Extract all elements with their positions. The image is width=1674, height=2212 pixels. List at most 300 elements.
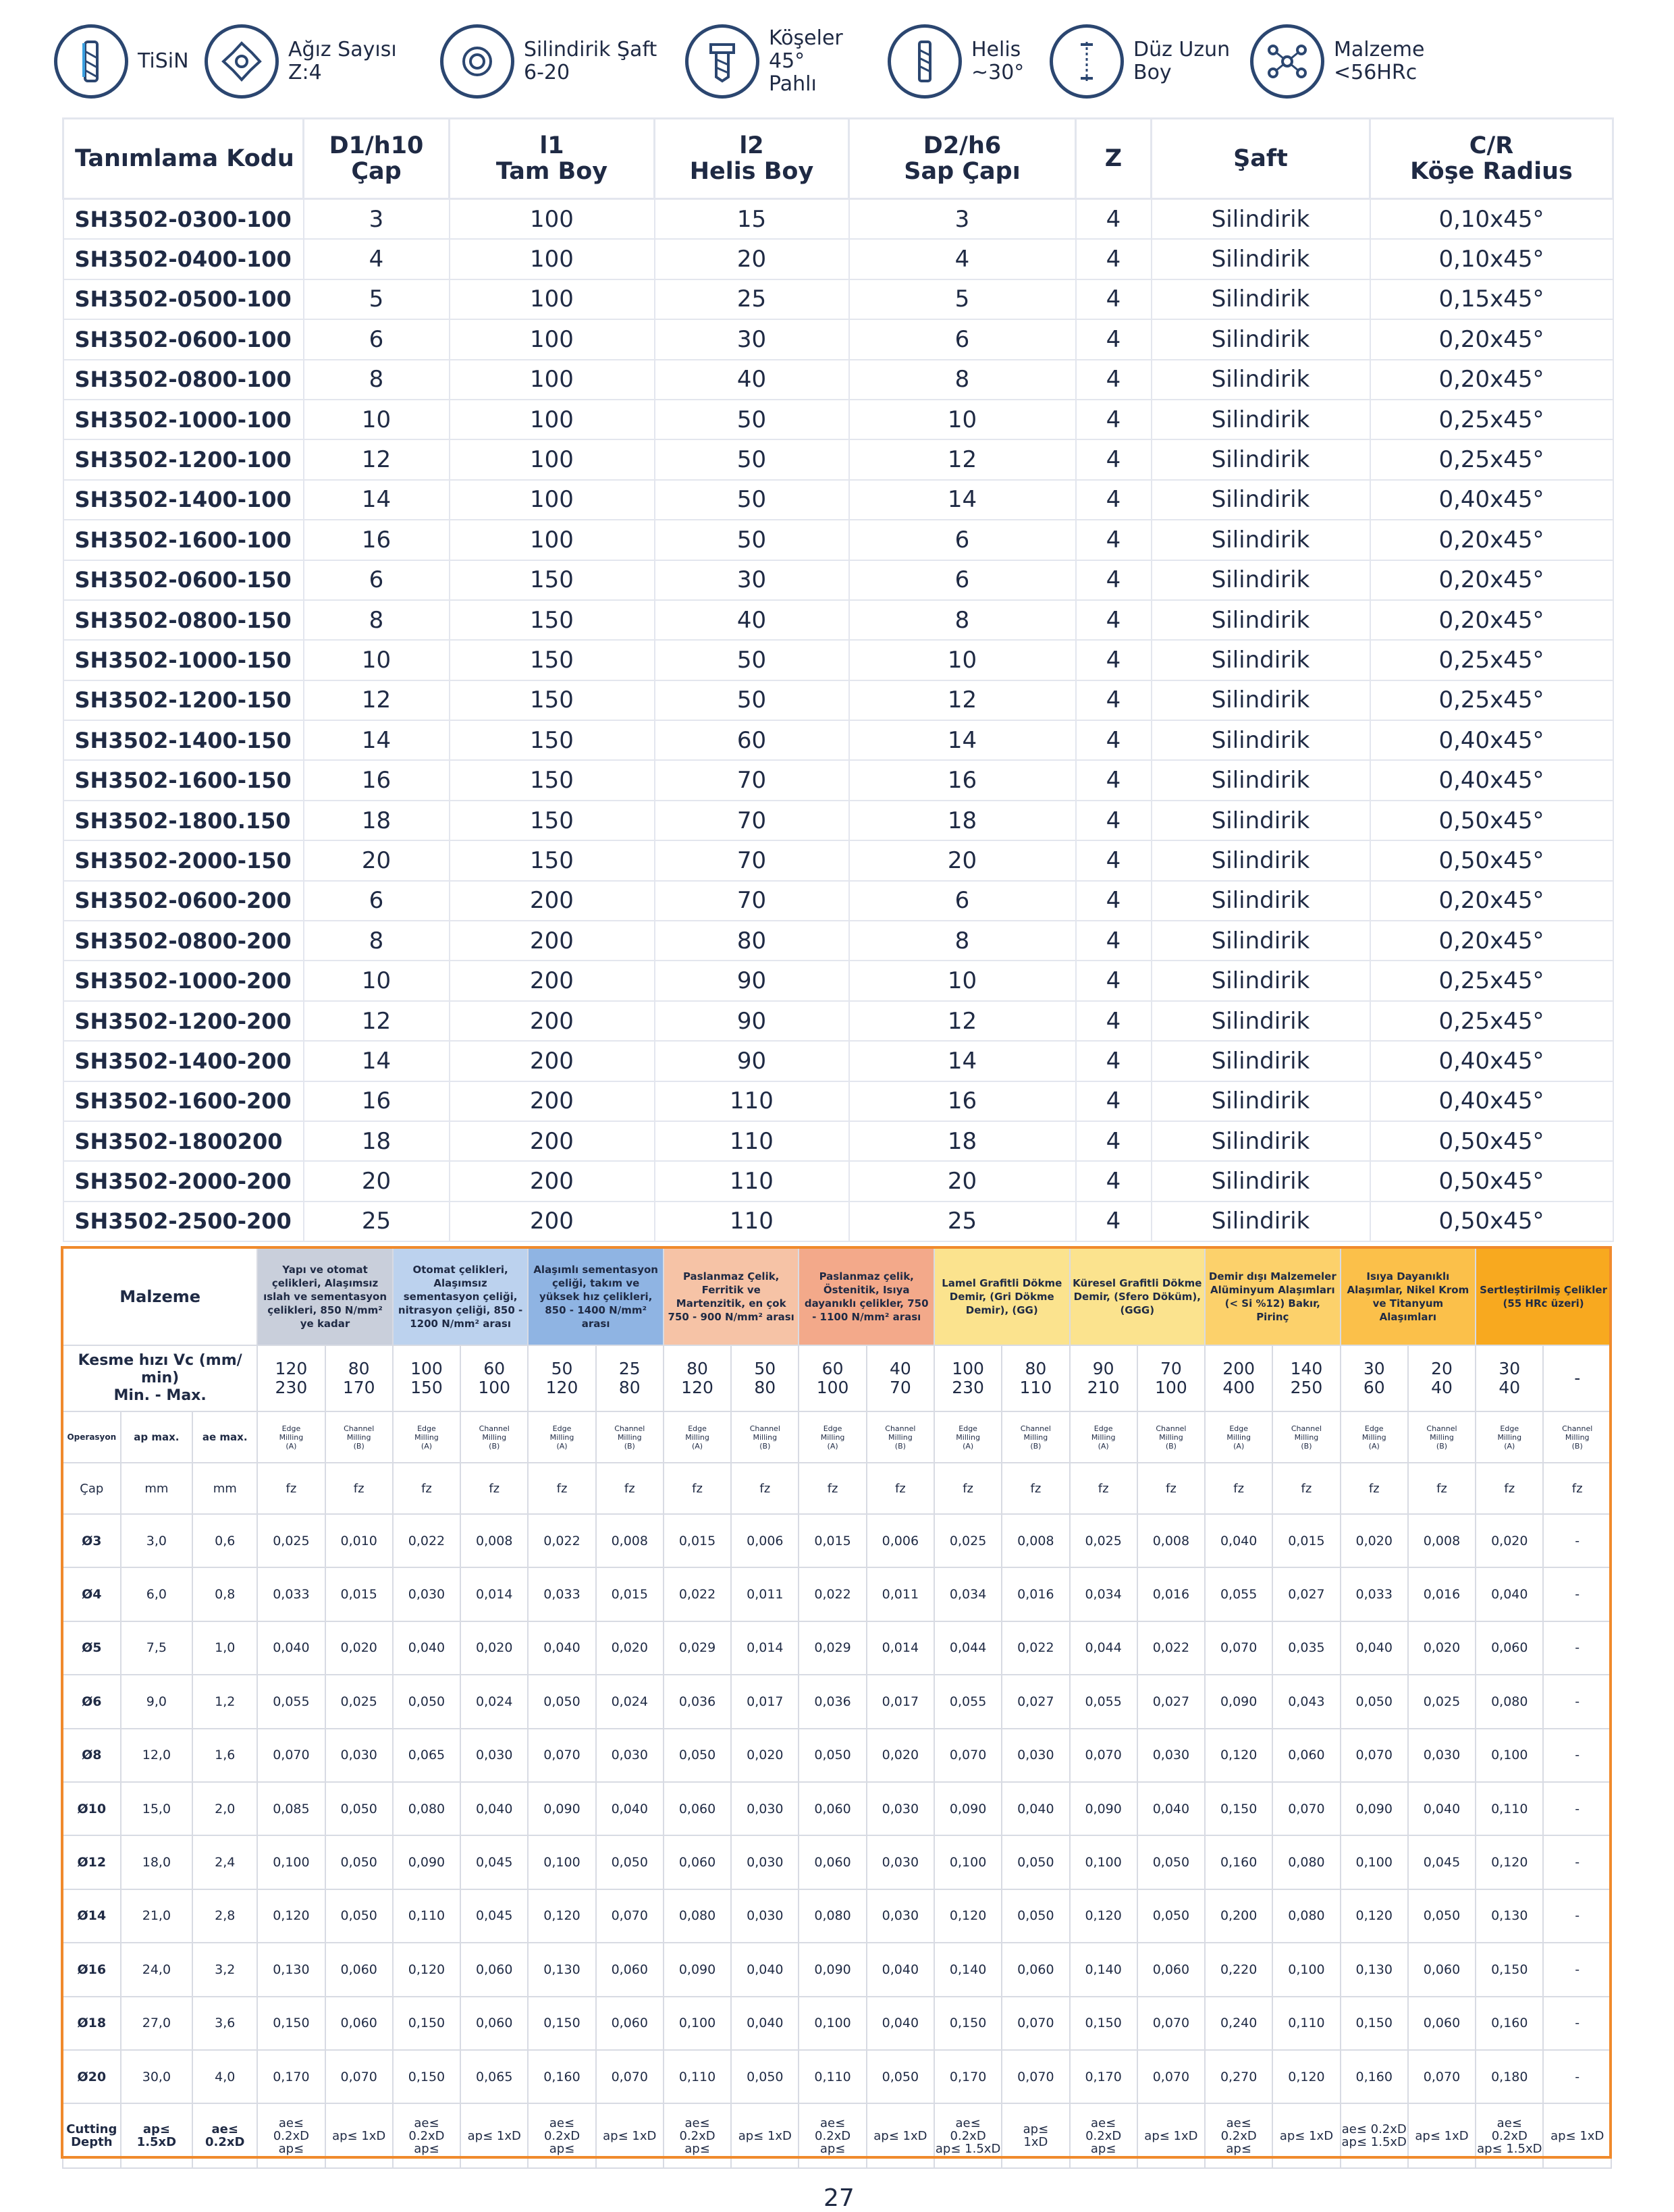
spec-cell: 20: [849, 1161, 1076, 1201]
spec-cell: 4: [849, 239, 1076, 279]
product-code: SH3502-0800-200: [63, 921, 304, 961]
spec-cell: 100: [450, 239, 655, 279]
spec-cell: 14: [849, 1041, 1076, 1081]
spec-cell: 4: [1076, 1121, 1152, 1161]
feed-cell: 0,090: [1070, 1782, 1137, 1835]
feed-cell: 0,036: [664, 1675, 731, 1728]
spec-cell: 10: [849, 640, 1076, 680]
feed-cell: -: [1543, 1835, 1611, 1889]
cutting-depth-label: Cutting Depth: [63, 2103, 121, 2168]
feed-cell: -: [1543, 1675, 1611, 1728]
feed-cell: 0,090: [799, 1943, 866, 1996]
cutting-depth-value: ap≤ 1xD: [1408, 2103, 1476, 2168]
operation-label: ap max.: [121, 1411, 193, 1463]
product-code: SH3502-1000-100: [63, 400, 304, 439]
spec-cell: 0,50x45°: [1370, 840, 1613, 880]
spec-cell: 0,25x45°: [1370, 439, 1613, 479]
spec-cell: 70: [655, 840, 849, 880]
feed-cell: 0,008: [1002, 1514, 1069, 1567]
fz-label: fz: [393, 1463, 460, 1514]
cutting-depth-value: ap≤ 1xD: [325, 2103, 393, 2168]
feed-cell: 0,110: [799, 2050, 866, 2103]
feature-label: TiSiN: [138, 49, 189, 73]
feed-cell: 0,040: [1341, 1621, 1408, 1675]
cutting-speed-value: 140 250: [1272, 1345, 1340, 1411]
feed-cell: 0,027: [1002, 1675, 1069, 1728]
product-code: SH3502-0800-100: [63, 360, 304, 400]
spec-cell: 40: [655, 360, 849, 400]
feature-flutes: [205, 18, 397, 105]
feed-cell: 0,060: [596, 1943, 664, 1996]
feed-cell: 0,036: [799, 1675, 866, 1728]
feed-cell: 0,100: [257, 1835, 325, 1889]
diameter-cell: Ø3: [63, 1514, 121, 1567]
feed-cell: 0,022: [1002, 1621, 1069, 1675]
spec-cell: Silindirik: [1152, 279, 1370, 319]
spec-cell: 70: [655, 760, 849, 800]
table-row: [63, 279, 1613, 319]
product-code: SH3502-1400-150: [63, 720, 304, 760]
unit-label: mm: [192, 1463, 257, 1514]
operation-type: Edge Milling (A): [799, 1411, 866, 1463]
feed-cell: 1,6: [192, 1729, 257, 1782]
cutting-speed-value: 80 110: [1002, 1345, 1069, 1411]
spec-cell: 100: [450, 360, 655, 400]
spec-cell: 30: [655, 319, 849, 359]
feed-cell: 0,120: [393, 1943, 460, 1996]
feed-cell: 0,010: [325, 1514, 393, 1567]
cutting-speed-value: 30 40: [1476, 1345, 1543, 1411]
feed-cell: 0,030: [731, 1782, 799, 1835]
diameter-cell: Ø10: [63, 1782, 121, 1835]
spec-cell: 80: [655, 921, 849, 961]
feed-cell: 0,070: [325, 2050, 393, 2103]
feed-cell: 0,160: [1476, 1997, 1543, 2050]
feed-cell: 18,0: [121, 1835, 193, 1889]
product-code: SH3502-1000-200: [63, 961, 304, 1000]
operation-type: Edge Milling (A): [664, 1411, 731, 1463]
feed-cell: 0,200: [1205, 1889, 1272, 1943]
spec-cell: 100: [450, 199, 655, 240]
feed-cell: 9,0: [121, 1675, 193, 1728]
table-row: [63, 961, 1613, 1000]
spec-cell: 16: [304, 1081, 450, 1121]
feed-cell: 0,022: [799, 1567, 866, 1621]
feed-cell: 0,100: [1070, 1835, 1137, 1889]
feed-cell: 0,085: [257, 1782, 325, 1835]
spec-cell: 20: [304, 840, 450, 880]
feed-cell: 0,050: [1137, 1835, 1205, 1889]
cutting-speed-value: 100 230: [934, 1345, 1002, 1411]
spec-cell: Silindirik: [1152, 1001, 1370, 1041]
table-row: [63, 680, 1613, 720]
table-row: [63, 801, 1613, 840]
diameter-cell: Ø12: [63, 1835, 121, 1889]
spec-cell: 10: [849, 400, 1076, 439]
feed-cell: 0,8: [192, 1567, 257, 1621]
feed-cell: 0,130: [528, 1943, 595, 1996]
cutting-depth-value: ap≤ 1xD: [460, 2103, 528, 2168]
spec-cell: Silindirik: [1152, 199, 1370, 240]
feed-cell: 0,070: [257, 1729, 325, 1782]
feed-cell: 0,015: [596, 1567, 664, 1621]
feed-cell: 0,070: [1272, 1782, 1340, 1835]
feed-cell: 0,060: [799, 1835, 866, 1889]
feed-cell: 0,070: [1341, 1729, 1408, 1782]
feed-cell: 0,160: [528, 2050, 595, 2103]
spec-cell: 8: [304, 600, 450, 640]
feed-cell: 0,033: [528, 1567, 595, 1621]
operation-type: Channel Milling (B): [1408, 1411, 1476, 1463]
feed-cell: 0,040: [596, 1782, 664, 1835]
fz-label: fz: [528, 1463, 595, 1514]
spec-cell: 16: [304, 760, 450, 800]
spec-cell: 0,20x45°: [1370, 360, 1613, 400]
fz-label: fz: [596, 1463, 664, 1514]
feed-cell: 0,140: [1070, 1943, 1137, 1996]
product-code: SH3502-0400-100: [63, 239, 304, 279]
feed-cell: 0,008: [1408, 1514, 1476, 1567]
spec-cell: 200: [450, 1121, 655, 1161]
feed-cell: 0,120: [257, 1889, 325, 1943]
operation-type: Edge Milling (A): [934, 1411, 1002, 1463]
feed-cell: 0,060: [664, 1835, 731, 1889]
material-icon: [1250, 24, 1324, 99]
spec-cell: 200: [450, 1001, 655, 1041]
spec-cell: 12: [304, 439, 450, 479]
feed-cell: 0,045: [1408, 1835, 1476, 1889]
table-row: [63, 439, 1613, 479]
spec-cell: Silindirik: [1152, 1081, 1370, 1121]
feature-material: [1250, 18, 1425, 105]
operation-type: Channel Milling (B): [731, 1411, 799, 1463]
feed-cell: 0,070: [1137, 1997, 1205, 2050]
feature-label: Köşeler 45° Pahlı: [769, 26, 843, 96]
cutting-depth-value: ap≤ 1xD: [1002, 2103, 1069, 2168]
spec-cell: 30: [655, 560, 849, 600]
feed-cell: 0,120: [1476, 1835, 1543, 1889]
spec-cell: 0,40x45°: [1370, 480, 1613, 520]
feed-cell: -: [1543, 1782, 1611, 1835]
spec-cell: 0,40x45°: [1370, 720, 1613, 760]
feed-cell: 0,070: [596, 2050, 664, 2103]
feed-cell: 0,170: [1070, 2050, 1137, 2103]
feed-cell: 0,070: [1070, 1729, 1137, 1782]
feed-cell: 0,022: [393, 1514, 460, 1567]
cutting-speed-label: Kesme hızı Vc (mm/ min) Min. - Max.: [63, 1345, 257, 1411]
feed-cell: 0,140: [934, 1943, 1002, 1996]
cutting-table: [62, 1247, 1612, 2169]
feed-cell: 0,008: [1137, 1514, 1205, 1567]
spec-cell: Silindirik: [1152, 720, 1370, 760]
table-row: [63, 720, 1613, 760]
feed-cell: 0,015: [664, 1514, 731, 1567]
spec-cell: 4: [1076, 640, 1152, 680]
feed-cell: 0,030: [731, 1835, 799, 1889]
feed-cell: 0,120: [934, 1889, 1002, 1943]
spec-cell: 0,50x45°: [1370, 801, 1613, 840]
cutting-speed-row: [63, 1345, 1611, 1411]
spec-cell: Silindirik: [1152, 439, 1370, 479]
table-row: [63, 1835, 1611, 1889]
spec-cell: Silindirik: [1152, 239, 1370, 279]
feed-cell: 0,070: [1205, 1621, 1272, 1675]
table-row: [63, 1889, 1611, 1943]
spec-cell: 150: [450, 560, 655, 600]
feed-cell: 0,015: [799, 1514, 866, 1567]
feed-cell: 0,025: [1408, 1675, 1476, 1728]
feed-cell: 0,160: [1205, 1835, 1272, 1889]
cutting-depth-value: ae≤ 0.2xD ap≤ 1.5xD: [1341, 2103, 1408, 2168]
feed-cell: 0,050: [596, 1835, 664, 1889]
spec-cell: 4: [1076, 439, 1152, 479]
spec-cell: 150: [450, 720, 655, 760]
product-code: SH3502-0300-100: [63, 199, 304, 240]
product-code: SH3502-1600-100: [63, 520, 304, 560]
table-row: [63, 1161, 1613, 1201]
product-code: SH3502-1800200: [63, 1121, 304, 1161]
spec-cell: 50: [655, 640, 849, 680]
spec-cell: 60: [655, 720, 849, 760]
feed-cell: 0,170: [934, 2050, 1002, 2103]
feed-cell: 0,030: [393, 1567, 460, 1621]
feed-cell: 0,025: [934, 1514, 1002, 1567]
spec-cell: 100: [450, 319, 655, 359]
feed-cell: 0,020: [867, 1729, 934, 1782]
spec-cell: 8: [849, 600, 1076, 640]
feed-cell: 0,050: [325, 1782, 393, 1835]
feed-cell: 0,015: [1272, 1514, 1340, 1567]
spec-cell: 90: [655, 961, 849, 1000]
spec-header-cell: D2/h6 Sap Çapı: [849, 119, 1076, 199]
feed-cell: 0,060: [325, 1997, 393, 2050]
feature-label: Düz Uzun Boy: [1133, 38, 1231, 84]
feed-cell: 3,6: [192, 1997, 257, 2050]
operation-type: Channel Milling (B): [1272, 1411, 1340, 1463]
spec-cell: 50: [655, 680, 849, 720]
material-group: Isıya Dayanıklı Alaşımlar, Nikel Krom ve Titanyum Alaşımları: [1341, 1248, 1476, 1345]
table-row: [63, 480, 1613, 520]
feed-cell: 0,030: [1002, 1729, 1069, 1782]
spec-cell: 6: [304, 319, 450, 359]
feed-cell: 0,050: [393, 1675, 460, 1728]
feed-cell: 0,120: [1205, 1729, 1272, 1782]
feed-cell: 0,011: [731, 1567, 799, 1621]
spec-cell: 4: [1076, 400, 1152, 439]
spec-cell: 150: [450, 760, 655, 800]
feed-cell: 0,014: [867, 1621, 934, 1675]
feed-cell: 0,015: [325, 1567, 393, 1621]
material-group: Lamel Grafitli Dökme Demir, (Gri Dökme Demir), (GG): [934, 1248, 1070, 1345]
shank-icon: [440, 24, 514, 99]
table-row: [63, 1567, 1611, 1621]
spec-cell: 18: [849, 1121, 1076, 1161]
cutting-speed-value: 100 150: [393, 1345, 460, 1411]
feed-cell: 0,035: [1272, 1621, 1340, 1675]
fz-label: fz: [934, 1463, 1002, 1514]
spec-cell: 0,40x45°: [1370, 1081, 1613, 1121]
feed-cell: 6,0: [121, 1567, 193, 1621]
cutting-body: [63, 1248, 1611, 2168]
spec-cell: 70: [655, 881, 849, 921]
feed-cell: -: [1543, 2050, 1611, 2103]
cutting-speed-value: 80 170: [325, 1345, 393, 1411]
feed-cell: 0,065: [393, 1729, 460, 1782]
diameter-cell: Ø5: [63, 1621, 121, 1675]
cutting-speed-value: 25 80: [596, 1345, 664, 1411]
feed-cell: 0,020: [1408, 1621, 1476, 1675]
feed-cell: 21,0: [121, 1889, 193, 1943]
operation-type: Channel Milling (B): [596, 1411, 664, 1463]
spec-cell: 4: [1076, 560, 1152, 600]
spec-cell: 50: [655, 480, 849, 520]
feed-cell: 0,040: [1476, 1567, 1543, 1621]
spec-cell: Silindirik: [1152, 1041, 1370, 1081]
spec-cell: 20: [849, 840, 1076, 880]
feed-cell: 0,040: [731, 1943, 799, 1996]
feed-cell: 2,4: [192, 1835, 257, 1889]
product-code: SH3502-1400-200: [63, 1041, 304, 1081]
cutting-depth-value: ap≤ 1xD: [867, 2103, 934, 2168]
material-group: Küresel Grafitli Dökme Demir, (Sfero Döküm), (GGG): [1070, 1248, 1206, 1345]
spec-cell: 4: [1076, 1081, 1152, 1121]
cutting-depth-value: ap≤ 1xD: [1543, 2103, 1611, 2168]
material-group: Alaşımlı sementasyon çeliği, takım ve yüksek hız çelikleri, 850 - 1400 N/mm² arası: [528, 1248, 664, 1345]
feed-cell: 0,024: [596, 1675, 664, 1728]
feed-cell: 0,030: [1408, 1729, 1476, 1782]
feed-cell: 0,050: [731, 2050, 799, 2103]
spec-cell: 5: [304, 279, 450, 319]
feed-cell: 0,017: [867, 1675, 934, 1728]
diameter-cell: Ø8: [63, 1729, 121, 1782]
feed-cell: 1,2: [192, 1675, 257, 1728]
diameter-cell: Ø4: [63, 1567, 121, 1621]
feed-cell: 0,016: [1002, 1567, 1069, 1621]
feed-cell: 0,050: [1002, 1889, 1069, 1943]
spec-cell: 14: [304, 480, 450, 520]
feed-cell: 0,240: [1205, 1997, 1272, 2050]
operation-type: Edge Milling (A): [393, 1411, 460, 1463]
feed-cell: -: [1543, 1889, 1611, 1943]
product-code: SH3502-0800-150: [63, 600, 304, 640]
feed-cell: 0,034: [934, 1567, 1002, 1621]
spec-cell: 4: [1076, 961, 1152, 1000]
cutting-speed-value: 200 400: [1205, 1345, 1272, 1411]
feed-cell: 0,100: [528, 1835, 595, 1889]
spec-cell: Silindirik: [1152, 680, 1370, 720]
spec-cell: 200: [450, 1041, 655, 1081]
spec-cell: 0,25x45°: [1370, 680, 1613, 720]
spec-cell: 18: [304, 1121, 450, 1161]
operation-type: Edge Milling (A): [1341, 1411, 1408, 1463]
feed-cell: 4,0: [192, 2050, 257, 2103]
coating-icon: [54, 24, 128, 99]
spec-cell: 15: [655, 199, 849, 240]
page-number: 27: [824, 2184, 855, 2212]
cutting-speed-value: 30 60: [1341, 1345, 1408, 1411]
table-row: [63, 840, 1613, 880]
feed-cell: 0,040: [1205, 1514, 1272, 1567]
spec-header-cell: l2 Helis Boy: [655, 119, 849, 199]
feature-label: Ağız Sayısı Z:4: [288, 38, 397, 84]
spec-cell: 0,25x45°: [1370, 640, 1613, 680]
spec-cell: Silindirik: [1152, 560, 1370, 600]
feed-cell: 0,033: [1341, 1567, 1408, 1621]
spec-cell: Silindirik: [1152, 600, 1370, 640]
cutting-depth-value: ae≤ 0.2xD ap≤: [257, 2103, 325, 2168]
feed-cell: 0,060: [1476, 1621, 1543, 1675]
operation-row: [63, 1411, 1611, 1463]
spec-cell: 110: [655, 1081, 849, 1121]
malzeme-label: Malzeme: [63, 1248, 257, 1345]
spec-cell: 0,10x45°: [1370, 239, 1613, 279]
feed-cell: 0,025: [325, 1675, 393, 1728]
material-group: Yapı ve otomat çelikleri, Alaşımsız ıslah ve sementasyon çelikleri, 850 N/mm² ye kadar: [257, 1248, 393, 1345]
table-row: [63, 1001, 1613, 1041]
feed-cell: 0,008: [596, 1514, 664, 1567]
feature-length: [1050, 18, 1230, 105]
table-row: [63, 560, 1613, 600]
feed-cell: 0,080: [1272, 1889, 1340, 1943]
feed-cell: 0,050: [1408, 1889, 1476, 1943]
spec-cell: 150: [450, 801, 655, 840]
product-code: SH3502-1600-200: [63, 1081, 304, 1121]
spec-cell: 14: [304, 720, 450, 760]
spec-cell: Silindirik: [1152, 1121, 1370, 1161]
operation-label: Operasyon: [63, 1411, 121, 1463]
feature-coating: [54, 18, 189, 105]
feed-cell: 0,006: [731, 1514, 799, 1567]
material-group: Paslanmaz Çelik, Ferritik ve Martenzitik, en çok 750 - 900 N/mm² arası: [664, 1248, 799, 1345]
table-row: [63, 1041, 1613, 1081]
spec-cell: Silindirik: [1152, 921, 1370, 961]
table-row: [63, 1514, 1611, 1567]
spec-body: [63, 199, 1613, 1242]
spec-cell: 10: [304, 961, 450, 1000]
table-row: [63, 1621, 1611, 1675]
feed-cell: 0,080: [664, 1889, 731, 1943]
material-header-row: [63, 1248, 1611, 1345]
chamfer-icon: [685, 24, 759, 99]
spec-cell: 0,50x45°: [1370, 1121, 1613, 1161]
feed-cell: 0,150: [934, 1997, 1002, 2050]
spec-cell: 4: [1076, 199, 1152, 240]
feed-cell: 0,110: [393, 1889, 460, 1943]
feed-cell: 0,022: [1137, 1621, 1205, 1675]
feed-cell: 0,150: [1070, 1997, 1137, 2050]
spec-cell: 4: [1076, 480, 1152, 520]
feed-cell: 0,020: [1341, 1514, 1408, 1567]
spec-header-cell: Z: [1076, 119, 1152, 199]
feed-cell: 0,130: [257, 1943, 325, 1996]
spec-cell: 20: [304, 1161, 450, 1201]
feature-chamfer: [685, 18, 843, 105]
feed-cell: 0,050: [1137, 1889, 1205, 1943]
spec-header-cell: D1/h10 Çap: [304, 119, 450, 199]
spec-cell: 6: [849, 319, 1076, 359]
material-group: Demir dışı Malzemeler Alüminyum Alaşımları (< Si %12) Bakır, Pirinç: [1205, 1248, 1341, 1345]
spec-cell: 100: [450, 480, 655, 520]
cutting-depth-value: ap≤ 1xD: [1137, 2103, 1205, 2168]
table-row: [63, 1782, 1611, 1835]
spec-cell: 4: [304, 239, 450, 279]
spec-cell: 50: [655, 400, 849, 439]
fz-label: fz: [799, 1463, 866, 1514]
spec-table: [62, 117, 1614, 1242]
spec-header-cell: C/R Köşe Radius: [1370, 119, 1613, 199]
feed-cell: 0,220: [1205, 1943, 1272, 1996]
feed-cell: 0,050: [1341, 1675, 1408, 1728]
